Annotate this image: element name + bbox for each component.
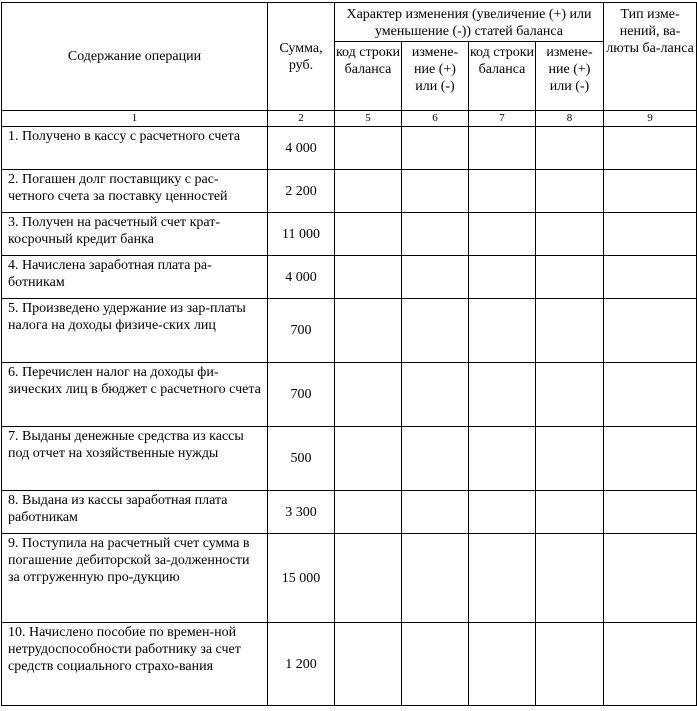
table-row — [2, 170, 697, 213]
operation-cell: 6. Перечислен налог на доходы фи-зических лиц в бюджет с расчетного счета — [2, 363, 268, 427]
empty-cell — [335, 170, 402, 213]
empty-cell — [536, 256, 604, 299]
empty-cell — [335, 256, 402, 299]
empty-cell — [402, 170, 469, 213]
column-number: 5 — [335, 111, 402, 127]
table-row — [2, 491, 697, 534]
operation-cell: 4. Начислена заработная плата ра-ботникам — [2, 256, 268, 299]
table-row — [2, 213, 697, 256]
header-operation: Содержание операции — [2, 3, 268, 111]
empty-cell — [536, 299, 604, 363]
header-change-group: Характер изменения (увеличение (+) или уменьшение (-)) статей баланса — [335, 3, 604, 42]
table-row — [2, 534, 697, 623]
header-sum: Сумма, руб. — [268, 3, 335, 111]
table-row — [2, 623, 697, 706]
empty-cell — [335, 299, 402, 363]
empty-cell — [335, 127, 402, 170]
empty-cell — [536, 491, 604, 534]
column-number: 7 — [469, 111, 536, 127]
sum-cell: 3 300 — [268, 491, 335, 534]
column-number: 6 — [402, 111, 469, 127]
empty-cell — [335, 491, 402, 534]
operation-cell: 1. Получено в кассу с расчетного счета — [2, 127, 268, 170]
sum-cell: 700 — [268, 299, 335, 363]
sum-cell: 4 000 — [268, 127, 335, 170]
header-line-code: код строки баланса — [335, 42, 402, 111]
operation-cell: 2. Погашен долг поставщику с рас-четного счета за поставку ценностей — [2, 170, 268, 213]
empty-cell — [604, 623, 697, 706]
column-number: 1 — [2, 111, 268, 127]
operation-cell: 10. Начислено пособие по времен-ной нетрудоспособности работнику за счет средств социального страхо-вания — [2, 623, 268, 706]
empty-cell — [469, 299, 536, 363]
empty-cell — [536, 363, 604, 427]
empty-cell — [536, 127, 604, 170]
empty-cell — [335, 623, 402, 706]
column-number: 8 — [536, 111, 604, 127]
empty-cell — [402, 363, 469, 427]
operation-cell: 9. Поступила на расчетный счет сумма в погашение дебиторской за-долженности за отгруженную про-дукцию — [2, 534, 268, 623]
operation-cell: 3. Получен на расчетный счет крат-косрочный кредит банка — [2, 213, 268, 256]
empty-cell — [604, 127, 697, 170]
header-change: измене-ние (+) или (-) — [402, 42, 469, 111]
empty-cell — [536, 170, 604, 213]
empty-cell — [469, 623, 536, 706]
empty-cell — [335, 534, 402, 623]
header-line-code: код строки баланса — [469, 42, 536, 111]
empty-cell — [469, 491, 536, 534]
sum-cell: 2 200 — [268, 170, 335, 213]
empty-cell — [604, 427, 697, 491]
table-row — [2, 299, 697, 363]
empty-cell — [469, 213, 536, 256]
header-change: измене-ние (+) или (-) — [536, 42, 604, 111]
table-row — [2, 127, 697, 170]
empty-cell — [604, 170, 697, 213]
sum-cell: 11 000 — [268, 213, 335, 256]
empty-cell — [402, 534, 469, 623]
sum-cell: 1 200 — [268, 623, 335, 706]
empty-cell — [469, 170, 536, 213]
balance-operations-table — [1, 2, 697, 706]
column-number: 9 — [604, 111, 697, 127]
empty-cell — [469, 256, 536, 299]
empty-cell — [604, 299, 697, 363]
header-type: Тип изме-нений, ва-люты ба-ланса — [604, 3, 697, 111]
empty-cell — [335, 427, 402, 491]
empty-cell — [469, 127, 536, 170]
empty-cell — [402, 127, 469, 170]
empty-cell — [604, 491, 697, 534]
empty-cell — [469, 427, 536, 491]
sum-cell: 700 — [268, 363, 335, 427]
empty-cell — [402, 427, 469, 491]
empty-cell — [402, 491, 469, 534]
empty-cell — [335, 213, 402, 256]
empty-cell — [536, 623, 604, 706]
empty-cell — [402, 299, 469, 363]
table-row — [2, 363, 697, 427]
empty-cell — [536, 534, 604, 623]
operation-cell: 5. Произведено удержание из зар-платы налога на доходы физиче-ских лиц — [2, 299, 268, 363]
empty-cell — [335, 363, 402, 427]
empty-cell — [536, 213, 604, 256]
sum-cell: 15 000 — [268, 534, 335, 623]
empty-cell — [604, 363, 697, 427]
empty-cell — [402, 623, 469, 706]
empty-cell — [536, 427, 604, 491]
empty-cell — [469, 534, 536, 623]
empty-cell — [402, 213, 469, 256]
empty-cell — [402, 256, 469, 299]
sum-cell: 500 — [268, 427, 335, 491]
empty-cell — [604, 256, 697, 299]
operation-cell: 7. Выданы денежные средства из кассы под отчет на хозяйственные нужды — [2, 427, 268, 491]
table-row — [2, 256, 697, 299]
empty-cell — [604, 213, 697, 256]
empty-cell — [604, 534, 697, 623]
operation-cell: 8. Выдана из кассы заработная плата работникам — [2, 491, 268, 534]
column-number: 2 — [268, 111, 335, 127]
sum-cell: 4 000 — [268, 256, 335, 299]
table-row — [2, 427, 697, 491]
empty-cell — [469, 363, 536, 427]
